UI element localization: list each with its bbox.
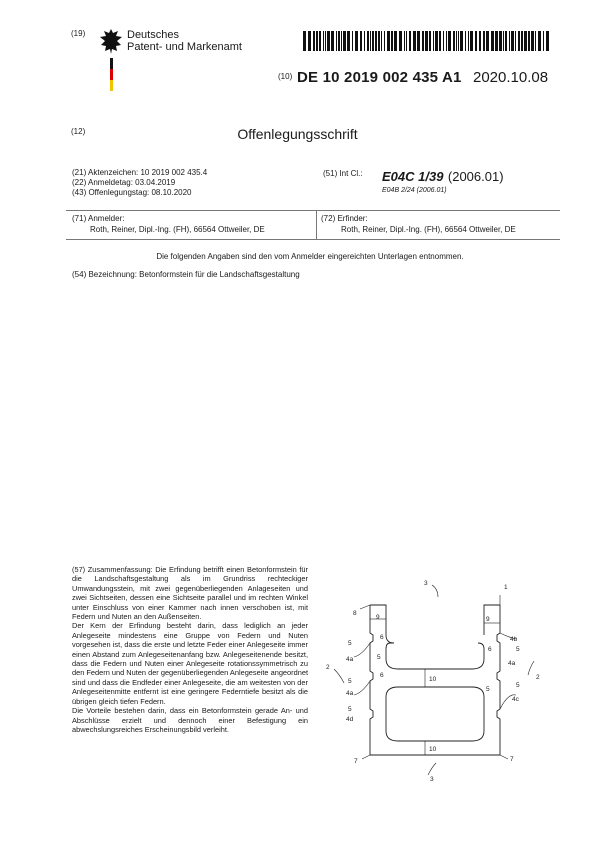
leader-4c-left bbox=[354, 681, 370, 695]
barcode-bar bbox=[486, 31, 489, 51]
ref-6-left-2: 6 bbox=[380, 672, 384, 679]
barcode-bar bbox=[468, 31, 469, 51]
barcode-bar bbox=[470, 31, 473, 51]
inventor-name: Roth, Reiner, Dipl.-Ing. (FH), 66564 Ottweiler, DE bbox=[341, 225, 516, 234]
ref-3-top: 3 bbox=[424, 580, 428, 587]
barcode-bar bbox=[524, 31, 527, 51]
barcode-bar bbox=[323, 31, 324, 51]
barcode-bar bbox=[511, 31, 514, 51]
barcode-bar bbox=[355, 31, 358, 51]
ref-4d: 4d bbox=[346, 716, 354, 723]
ref-3-bottom: 3 bbox=[430, 776, 434, 783]
barcode-bar bbox=[543, 31, 544, 51]
barcode-bar bbox=[446, 31, 447, 51]
designation: (54) Bezeichnung: Betonformstein für die Landschaftsgestaltung bbox=[72, 270, 300, 279]
ref-6-right: 6 bbox=[488, 646, 492, 653]
barcode-bar bbox=[495, 31, 498, 51]
ipc-main-classification bbox=[382, 168, 504, 186]
ipc-label: (51) Int Cl.: bbox=[323, 169, 363, 178]
ref-8: 8 bbox=[353, 610, 357, 617]
barcode-bar bbox=[360, 31, 362, 51]
ref-6-left-1: 6 bbox=[380, 634, 384, 641]
ref-7-left: 7 bbox=[354, 758, 358, 765]
barcode-bar bbox=[387, 31, 390, 51]
barcode-bar bbox=[456, 31, 457, 51]
barcode-bar bbox=[319, 31, 321, 51]
barcode-bar bbox=[325, 31, 326, 51]
barcode-bar bbox=[343, 31, 346, 51]
barcode-bar bbox=[535, 31, 536, 51]
barcode-bar bbox=[372, 31, 374, 51]
barcode-bar bbox=[546, 31, 549, 51]
barcode-bar bbox=[453, 31, 455, 51]
barcode-bar bbox=[417, 31, 420, 51]
barcode-bar bbox=[515, 31, 516, 51]
barcode-bar bbox=[433, 31, 434, 51]
barcode-bar bbox=[509, 31, 510, 51]
ref-5-right-2: 5 bbox=[516, 682, 520, 689]
barcode-bar bbox=[409, 31, 411, 51]
barcode-bar bbox=[364, 31, 365, 51]
ref-5-left-1: 5 bbox=[348, 640, 352, 647]
barcode-bar bbox=[518, 31, 520, 51]
ref-9-left: 9 bbox=[376, 614, 380, 621]
barcode-bar bbox=[352, 31, 353, 51]
ref-4a-left: 4a bbox=[346, 656, 354, 663]
barcode bbox=[303, 31, 551, 51]
barcode-bar bbox=[331, 31, 334, 51]
publication-number: DE 10 2019 002 435 A1 bbox=[297, 69, 462, 86]
barcode-bar bbox=[336, 31, 337, 51]
barcode-bar bbox=[347, 31, 350, 51]
ipc-secondary: E04B 2/24 (2006.01) bbox=[382, 187, 447, 194]
barcode-bar bbox=[341, 31, 342, 51]
barcode-bar bbox=[422, 31, 424, 51]
leader-4a-left bbox=[354, 643, 370, 657]
barcode-bar bbox=[327, 31, 330, 51]
barcode-bar bbox=[465, 31, 466, 51]
agency-line-1: Deutsches bbox=[127, 29, 179, 41]
barcode-bar bbox=[404, 31, 405, 51]
parties-box-divider bbox=[316, 210, 317, 239]
inid-code-10: (10) bbox=[278, 72, 293, 81]
leader-7-right bbox=[500, 755, 508, 759]
parties-box-bottom-rule bbox=[66, 239, 560, 240]
barcode-bar bbox=[448, 31, 451, 51]
application-number: (21) Aktenzeichen: 10 2019 002 435.4 bbox=[72, 168, 208, 177]
barcode-bar bbox=[528, 31, 530, 51]
abstract-paragraph-3: Die Vorteile bestehen darin, dass ein Betonformstein gerade An- und Abschlüsse erzielt und dennoch einer Befestigung ein abwechslungsreiches Erscheinungsbild verleiht. bbox=[72, 706, 308, 734]
barcode-bar bbox=[538, 31, 541, 51]
barcode-bar bbox=[338, 31, 340, 51]
ref-10-bottom: 10 bbox=[429, 746, 437, 753]
barcode-bar bbox=[491, 31, 494, 51]
publication-date-line: (43) Offenlegungstag: 08.10.2020 bbox=[72, 188, 192, 197]
federal-eagle-logo bbox=[99, 28, 123, 92]
barcode-bar bbox=[375, 31, 377, 51]
inid-code-19: (19) bbox=[71, 29, 86, 38]
barcode-bar bbox=[391, 31, 393, 51]
lower-chamber bbox=[386, 687, 484, 741]
barcode-bar bbox=[499, 31, 502, 51]
barcode-bar bbox=[406, 31, 407, 51]
barcode-bar bbox=[381, 31, 382, 51]
abstract-paragraph-1: (57) Zusammenfassung: Die Erfindung betrifft einen Betonformstein für die Landschaftsgestaltung als im Grundriss rechteckiger Umwandungsstein, mit zwei gegenüberliegenden Anlageseiten und zwei Sichtseiten, dessen eine Sichtseite parallel und im rechten Winkel unter Einschluss von einer Kammer nach innen verschoben ist, mit Federn und Nuten an den Außenseiten. bbox=[72, 565, 308, 622]
abstract-paragraph-2: Der Kern der Erfindung besteht darin, dass lediglich an jeder Anlegeseite mindestens eine Gruppe von Federn und Nuten vorgesehen ist, dass die erste und letzte Feder einer Anlegeseite immer einen Abstand zum Anlegeseitenanfang bzw. Anlegeseitenende besitzt, dass die Federn und Nuten einer Anlegeseite rotationssymmetrisch zu den Federn und Nuten der gegenüberliegenden Anlegeseite angeordnet sind und dass die Endfeder einer Anlegeseite, die am weitesten von der Anlegeseitenmitte entfernt ist eine geringere Federntiefe besitzt als die übrigen gleich tiefen Federn. bbox=[72, 621, 308, 706]
filing-date: (22) Anmeldetag: 03.04.2019 bbox=[72, 178, 176, 187]
ref-7-right: 7 bbox=[510, 756, 514, 763]
barcode-bar bbox=[443, 31, 444, 51]
leader-7-left bbox=[362, 755, 370, 759]
barcode-bar bbox=[479, 31, 481, 51]
patent-drawing bbox=[320, 575, 550, 785]
barcode-bar bbox=[308, 31, 311, 51]
ipc-main-code: E04C 1/39 bbox=[382, 169, 444, 184]
upper-chamber bbox=[386, 635, 484, 669]
barcode-bar bbox=[367, 31, 369, 51]
abstract bbox=[72, 565, 308, 734]
leader-2-left bbox=[334, 669, 344, 683]
barcode-bar bbox=[505, 31, 507, 51]
inid-code-12: (12) bbox=[71, 127, 86, 136]
agency-line-2: Patent- und Markenamt bbox=[127, 41, 242, 53]
parties-box-top-rule bbox=[66, 210, 560, 211]
ref-4a-left-lower: 4a bbox=[346, 690, 354, 697]
ipc-main-version: (2006.01) bbox=[447, 169, 504, 184]
document-type-title: Offenlegungsschrift bbox=[237, 126, 358, 142]
barcode-bar bbox=[316, 31, 318, 51]
publication-date: 2020.10.08 bbox=[473, 69, 549, 86]
barcode-bar bbox=[439, 31, 441, 51]
applicant-name: Roth, Reiner, Dipl.-Ing. (FH), 66564 Ottweiler, DE bbox=[90, 225, 265, 234]
barcode-bar bbox=[370, 31, 371, 51]
barcode-bar bbox=[458, 31, 459, 51]
ref-1: 1 bbox=[504, 584, 508, 591]
barcode-bar bbox=[313, 31, 315, 51]
barcode-bar bbox=[413, 31, 416, 51]
ref-5-right-1: 5 bbox=[516, 646, 520, 653]
leader-8 bbox=[360, 605, 370, 609]
ref-5-inner-right: 5 bbox=[486, 686, 490, 693]
barcode-bar bbox=[531, 31, 534, 51]
barcode-bar bbox=[425, 31, 428, 51]
agency-name bbox=[127, 29, 242, 53]
barcode-bar bbox=[475, 31, 477, 51]
barcode-bar bbox=[503, 31, 504, 51]
barcode-bar bbox=[435, 31, 438, 51]
ref-2-right: 2 bbox=[536, 674, 540, 681]
barcode-bar bbox=[521, 31, 523, 51]
ref-9-right: 9 bbox=[486, 616, 490, 623]
ref-5-inner-left: 5 bbox=[377, 654, 381, 661]
leader-2-right bbox=[528, 661, 534, 675]
ref-4a-right: 4a bbox=[508, 660, 516, 667]
applicant-label: (71) Anmelder: bbox=[72, 214, 125, 223]
barcode-bar bbox=[399, 31, 402, 51]
barcode-bar bbox=[384, 31, 385, 51]
barcode-bar bbox=[429, 31, 431, 51]
ref-5-left-2: 5 bbox=[348, 678, 352, 685]
ref-10-mid: 10 bbox=[429, 676, 437, 683]
ref-5-left-3: 5 bbox=[348, 706, 352, 713]
ref-4c: 4c bbox=[512, 696, 519, 703]
ref-4b: 4b bbox=[510, 636, 518, 643]
applicant-notice: Die folgenden Angaben sind den vom Anmelder eingereichten Unterlagen entnommen. bbox=[156, 252, 464, 261]
barcode-bar bbox=[378, 31, 380, 51]
barcode-bar bbox=[460, 31, 463, 51]
barcode-bar bbox=[394, 31, 397, 51]
leader-3-bottom bbox=[428, 763, 436, 775]
application-data bbox=[72, 168, 207, 198]
barcode-bar bbox=[483, 31, 485, 51]
inventor-label: (72) Erfinder: bbox=[321, 214, 368, 223]
ref-2-left: 2 bbox=[326, 664, 330, 671]
barcode-bar bbox=[303, 31, 306, 51]
leader-3-top bbox=[432, 585, 438, 597]
